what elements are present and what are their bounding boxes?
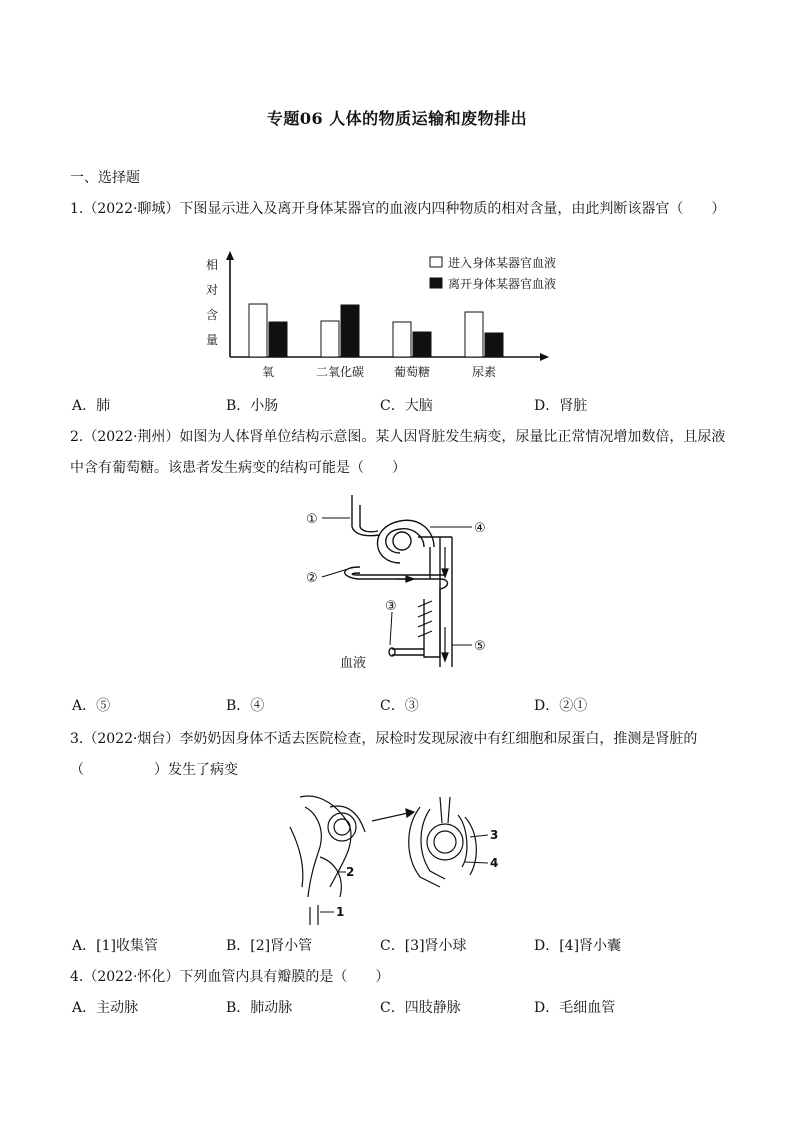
kidney-label-1: 1 [336, 905, 345, 919]
y-axis-arrow [226, 251, 234, 260]
q3-option-d[interactable]: D．[4]肾小囊 [534, 938, 622, 954]
page-title: 专题06 人体的物质运输和废物排出 [266, 109, 528, 128]
question-1-stem: 1.（2022·聊城）下图显示进入及离开身体某器官的血液内四种物质的相对含量，由此判断该器官（ ） [70, 201, 726, 217]
label-blood: 血液 [340, 656, 367, 671]
transition-arrow [372, 809, 414, 821]
x-tick-label-0: 氧 [261, 365, 275, 379]
q3-option-c[interactable]: C．[3]肾小球 [380, 938, 467, 954]
bar-in-3 [465, 312, 483, 357]
bar-in-2 [393, 322, 411, 357]
q3-option-b[interactable]: B．[2]肾小管 [226, 938, 313, 954]
q4-option-b[interactable]: B．肺动脉 [226, 1000, 293, 1016]
nephron-diagram [300, 487, 500, 677]
kidney-left-structure [290, 796, 365, 925]
x-tick-labels [262, 364, 496, 379]
legend-label-1: 离开身体某器官血液 [448, 277, 557, 291]
q3-option-a[interactable]: A．[1]收集管 [72, 938, 158, 954]
q1-option-d[interactable]: D．肾脏 [534, 398, 588, 414]
q2-option-b[interactable]: B．④ [226, 698, 265, 714]
kidney-diagram [280, 787, 520, 927]
question-3-stem-line2: （ ）发生了病变 [70, 762, 238, 778]
legend [430, 255, 556, 291]
x-tick-label-1: 二氧化碳 [315, 365, 365, 379]
y-axis-label-char-1: 对 [205, 283, 219, 297]
y-axis-label-char-0: 相 [205, 258, 219, 272]
bar-group [249, 304, 503, 357]
section-heading: 一、选择题 [70, 170, 140, 186]
q4-option-d[interactable]: D．毛细血管 [534, 1000, 616, 1016]
q2-option-d[interactable]: D．②① [534, 698, 588, 714]
legend-swatch-0 [430, 257, 442, 267]
x-tick-label-3: 尿素 [471, 365, 497, 379]
q1-option-b[interactable]: B．小肠 [226, 398, 279, 414]
bar-in-1 [321, 321, 339, 357]
kidney-right-structure [409, 797, 477, 887]
x-axis-arrow [540, 353, 549, 361]
legend-label-0: 进入身体某器官血液 [448, 256, 557, 270]
label-4: ④ [474, 521, 486, 536]
label-1: ① [306, 512, 318, 527]
x-tick-label-2: 葡萄糖 [393, 365, 431, 379]
label-2: ② [306, 571, 318, 586]
bar-chart [200, 245, 560, 385]
bar-out-2 [413, 332, 431, 357]
q1-option-a[interactable]: A．肺 [72, 398, 111, 414]
question-3-stem-line1: 3.（2022·烟台）李奶奶因身体不适去医院检查，尿检时发现尿液中有红细胞和尿蛋白，推测是肾脏的 [70, 731, 698, 747]
y-axis-label-group [206, 257, 218, 347]
kidney-label-3: 3 [490, 828, 499, 842]
legend-swatch-1 [430, 278, 442, 288]
nephron-structure [345, 495, 452, 667]
question-2-stem-line1: 2.（2022·荆州）如图为人体肾单位结构示意图。某人因肾脏发生病变，尿量比正常情况增加数倍，且尿液 [70, 429, 726, 445]
label-5: ⑤ [474, 639, 486, 654]
y-axis-label-char-2: 含 [205, 308, 219, 322]
bar-out-1 [341, 305, 359, 357]
bar-out-3 [485, 333, 503, 357]
bar-out-0 [269, 322, 287, 357]
q4-option-a[interactable]: A．主动脉 [72, 1000, 139, 1016]
q4-option-c[interactable]: C．四肢静脉 [380, 1000, 461, 1016]
question-4-stem: 4.（2022·怀化）下列血管内具有瓣膜的是（ ） [70, 969, 390, 985]
question-2-stem-line2: 中含有葡萄糖。该患者发生病变的结构可能是（ ） [70, 460, 406, 476]
y-axis-label-char-3: 量 [205, 333, 219, 347]
q2-option-c[interactable]: C．③ [380, 698, 419, 714]
bar-in-0 [249, 304, 267, 357]
q2-option-a[interactable]: A．⑤ [72, 698, 111, 714]
label-3: ③ [385, 599, 397, 614]
q1-option-c[interactable]: C．大脑 [380, 398, 433, 414]
kidney-label-2: 2 [346, 865, 355, 879]
kidney-label-4: 4 [490, 856, 499, 870]
